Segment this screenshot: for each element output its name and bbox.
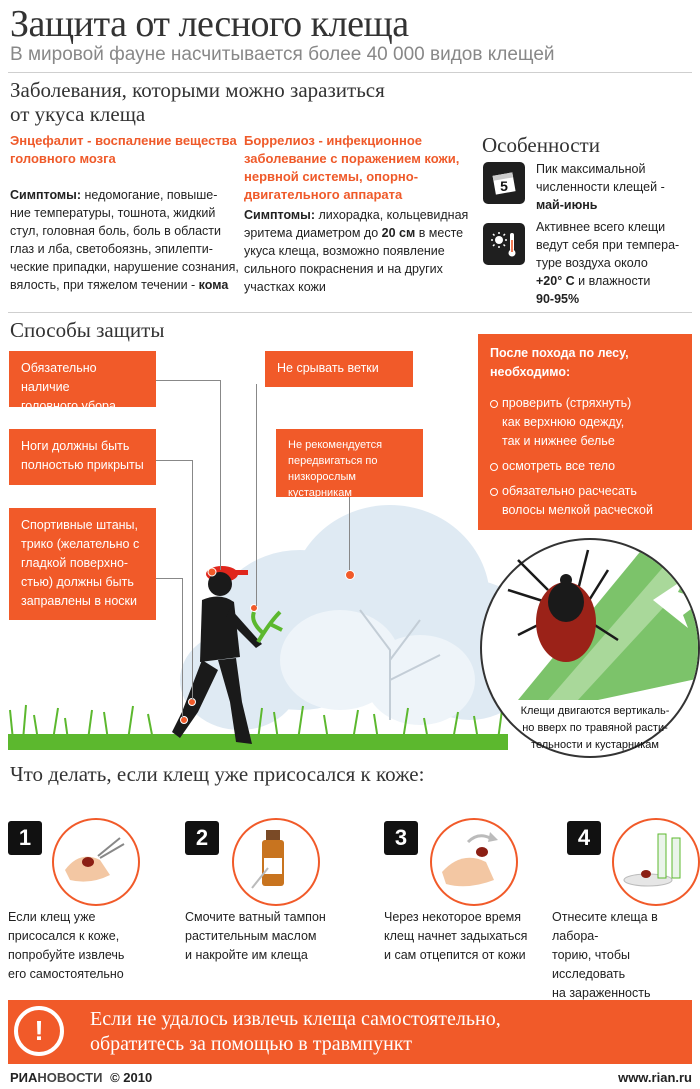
tip-headwear: Обязательно наличие головного убора [9, 351, 156, 407]
step-number: 1 [8, 821, 42, 855]
feature-temperature: Активнее всего клещи ведут себя при темпера- туре воздуха около +20° С и влажности 90-95% [536, 220, 680, 306]
connector-line [182, 578, 183, 718]
after-item: обязательно расчесать волосы мелкой расческой [490, 482, 680, 520]
after-item: проверить (стряхнуть) как верхнюю одежду, так и нижнее белье [490, 394, 680, 451]
footer-url[interactable]: www.rian.ru [618, 1070, 692, 1085]
borreliosis-block [244, 132, 469, 296]
divider [8, 72, 692, 73]
diseases-heading: Заболевания, которыми можно заразиться от укуса клеща [10, 78, 385, 126]
encephalitis-block [10, 132, 240, 294]
step4-text: Отнесите клеща в лабора- торию, чтобы исследовать на зараженность [552, 910, 658, 1000]
lab-tubes-icon [618, 826, 694, 896]
tip-legs-covered: Ноги должны быть полностью прикрыты [9, 429, 156, 485]
page-title: Защита от лесного клеща [10, 3, 409, 45]
connector-line [155, 460, 193, 461]
tip-no-branches: Не срывать ветки [265, 351, 413, 387]
alert-text: Если не удалось извлечь клеща самостоятельно, обратитесь за помощью в травмпункт [90, 1008, 501, 1055]
borreliosis-symptoms: Симптомы: лихорадка, кольцевидная эритема диаметром до 20 см в месте укуса клеща, возможно появление сильного покраснения и на других участках кожи [244, 208, 469, 294]
step2-text: Смочите ватный тампон растительным маслом и накройте им клеща [185, 910, 326, 962]
after-hike-box: После похода по лесу, необходимо: проверить (стряхнуть) как верхнюю одежду, так и нижнее белье осмотреть все тело обязательно расчесать волосы мелкой расческой [478, 334, 692, 530]
connector-line [256, 384, 257, 606]
oil-bottle-icon [250, 828, 300, 892]
bullet-icon [490, 463, 498, 471]
bullet-icon [490, 400, 498, 408]
connector-line [155, 380, 221, 381]
calendar-day: 5 [500, 178, 508, 194]
footer-brand: РИАНОВОСТИ © 2010 [10, 1070, 153, 1085]
bullet-icon [490, 488, 498, 496]
after-item: осмотреть все тело [490, 457, 680, 476]
encephalitis-symptoms: Симптомы: недомогание, повыше- ние температуры, тошнота, жидкий стул, головная боль, боль в области глаз и лба, светобоязнь, эпилепти- ческие припадки, нарушение сознания, вялость, при тяжелом течении - кома [10, 188, 239, 292]
feature-peak: Пик максимальной численности клещей - май-июнь [536, 162, 665, 212]
features-heading: Особенности [482, 133, 600, 157]
connector-line [155, 578, 183, 579]
step3-text: Через некоторое время клещ начнет задыхаться и сам отцепится от кожи [384, 910, 528, 962]
tip-trousers: Спортивные штаны, трико (желательно с гладкой поверхно- стью) должны быть заправлены в носки [9, 508, 156, 620]
connector-line [192, 460, 193, 700]
marker-dot [345, 570, 355, 580]
step-number: 4 [567, 821, 601, 855]
thermometer-icon [483, 223, 525, 265]
protection-heading: Способы защиты [10, 318, 165, 342]
encephalitis-title: Энцефалит - воспаление вещества головного мозга [10, 133, 237, 166]
step-number: 3 [384, 821, 418, 855]
borreliosis-title: Боррелиоз - инфекционное заболевание с поражением кожи, нервной системы, опорно- двигательного аппарата [244, 133, 460, 202]
hand-tick-icon [438, 828, 508, 892]
hiker-silhouette [170, 552, 290, 752]
page-subtitle: В мировой фауне насчитывается более 40 000 видов клещей [10, 44, 555, 65]
warning-icon: ! [14, 1006, 64, 1056]
hand-tweezers-icon [60, 830, 130, 890]
connector-line [349, 497, 350, 574]
divider [8, 312, 692, 313]
tip-no-bushes: Не рекомендуется передвигаться по низкорослым кустарникам [276, 429, 423, 497]
connector-line [220, 380, 221, 570]
tick-caption: Клещи двигаются вертикаль- но вверх по травяной расти- тельности и кустарникам [520, 705, 670, 751]
steps-heading: Что делать, если клещ уже присосался к коже: [10, 762, 425, 786]
step-number: 2 [185, 821, 219, 855]
step1-text: Если клещ уже присосался к коже, попробуйте извлечь его самостоятельно [8, 910, 125, 981]
